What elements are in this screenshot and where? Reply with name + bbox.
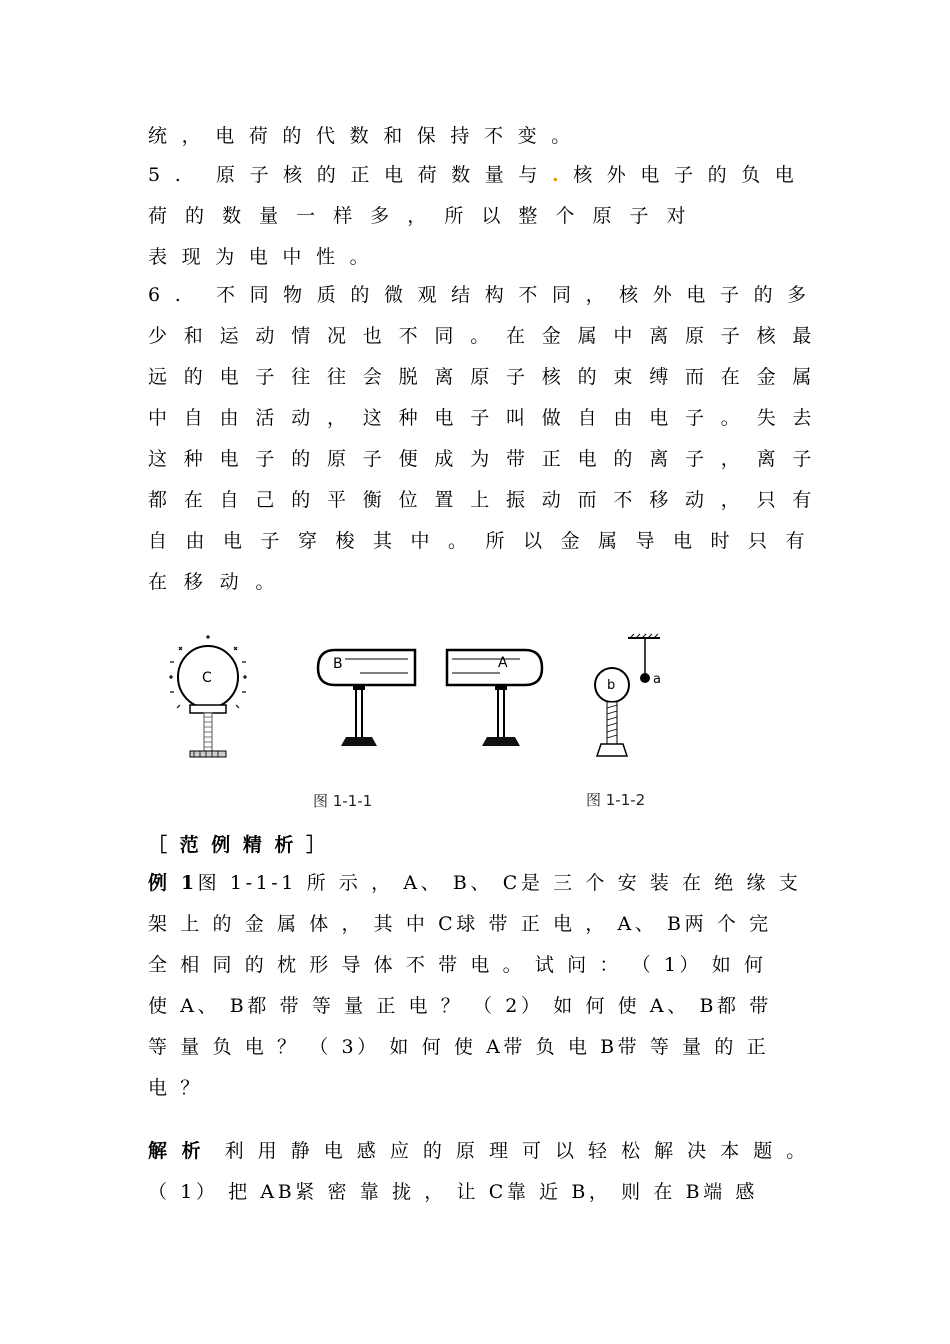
section-header: ［ 范 例 精 析 ］: [148, 834, 329, 856]
text-line: 统，电荷的代数和保持不变。: [148, 125, 585, 147]
text-line: 远的电子往往会脱离原子核的束缚而在金属: [148, 366, 829, 388]
text-line: 荷 的 数 量 一 样 多 ， 所 以 整 个 原 子 对: [148, 205, 692, 227]
text-line: 少和运动情况也不同。在金属中离原子核最: [148, 325, 829, 347]
text-line: [148, 871, 802, 895]
text-line: 6. 不同物质的微观结构不同，核外电子的多: [148, 284, 821, 306]
pendulum-apparatus: [595, 634, 661, 756]
text-line: 架 上 的 金 属 体 ， 其 中 C球 带 正 电 ， A、 B两 个 完: [148, 913, 772, 935]
text-line: 全 相 同 的 枕 形 导 体 不 带 电 。 试 问 ： （ 1） 如 何: [148, 954, 767, 976]
text-line: 在移动。: [148, 571, 292, 593]
text-segment: 利 用 静 电 感 应 的 原 理 可 以 轻 松 解 决 本 题 。: [224, 1140, 810, 1162]
label-c: C: [202, 670, 212, 686]
sphere-c-apparatus: [169, 635, 247, 757]
label-a-big: A: [498, 655, 508, 671]
figure-caption-2: 图 1-1-2: [586, 791, 646, 809]
text-segment: 图 1-1-1 所 示 ， A、 B、 C是 三 个 安 装 在 绝 缘 支: [197, 872, 802, 894]
label-a-small: a: [653, 672, 661, 687]
text-segment: 核外电子的负电: [573, 164, 809, 186]
text-line: 等 量 负 电 ？ （ 3） 如 何 使 A带 负 电 B带 等 量 的 正: [148, 1036, 770, 1058]
example-tag: 例 1: [148, 872, 198, 894]
text-line: 使 A、 B都 带 等 量 正 电 ？ （ 2） 如 何 使 A、 B都 带: [148, 995, 772, 1017]
figure-caption-1: 图 1-1-1: [313, 792, 373, 810]
highlight-dot: .: [551, 164, 574, 186]
text-line: 这种电子的原子便成为带正电的离子，离子: [148, 448, 829, 470]
text-line: [148, 1139, 828, 1163]
label-b-small: b: [607, 678, 616, 693]
text-line: 自由电子穿梭其中。所以金属导电时只有: [148, 530, 824, 552]
analysis-tag: 解 析: [148, 1140, 205, 1162]
text-line: 都在自己的平衡位置上振动而不移动，只有: [148, 489, 829, 511]
apparatus-figure: [160, 625, 700, 770]
text-line: [148, 163, 809, 187]
conductor-a-apparatus: [447, 650, 542, 746]
text-line: 电 ？: [148, 1077, 203, 1099]
text-line: 中自由活动，这种电子叫做自由电子。失去: [148, 407, 829, 429]
text-segment: 5. 原子核的正电荷数量与: [148, 164, 552, 186]
label-b-big: B: [333, 656, 343, 672]
conductor-b-apparatus: [318, 650, 415, 746]
text-line: 表现为电中性。: [148, 246, 384, 268]
text-line: （ 1） 把 AB紧 密 靠 拢 ， 让 C靠 近 B， 则 在 B端 感: [148, 1181, 759, 1203]
